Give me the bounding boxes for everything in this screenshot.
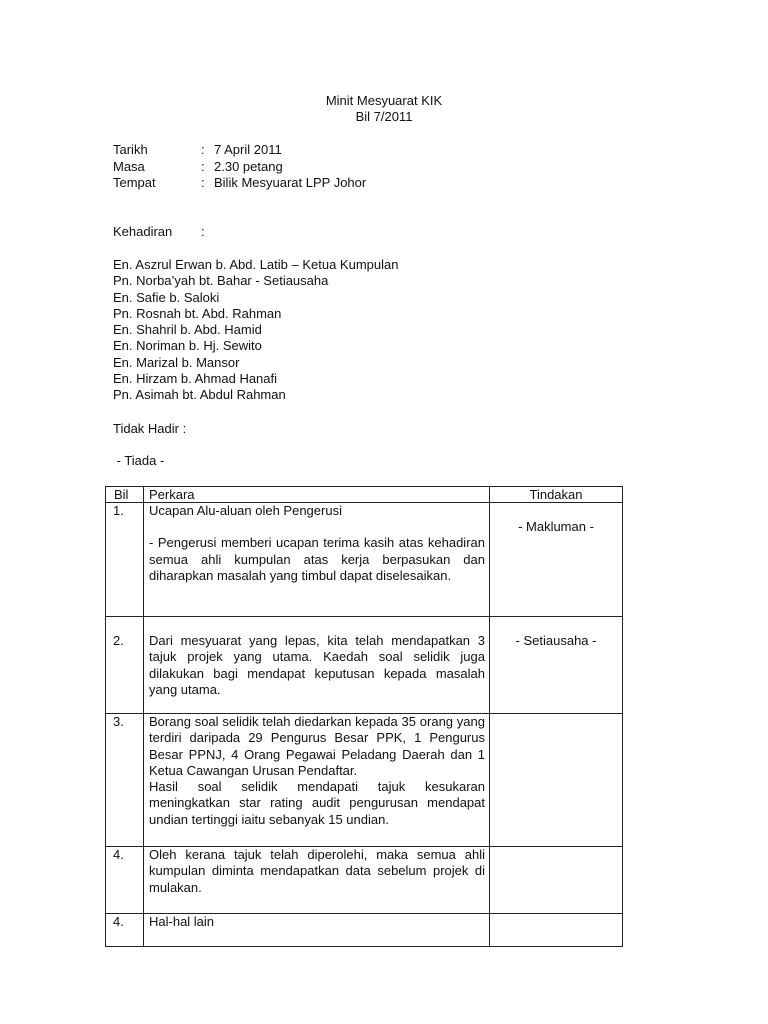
- row-text: Dari mesyuarat yang lepas, kita telah mendapatkan 3 tajuk projek yang utama. Kaedah soal selidik juga dilakukan bagi mendapat keputusan kepada masalah yang utama.: [149, 633, 485, 697]
- document-title: Minit Mesyuarat KIK: [325, 93, 443, 108]
- row-number: 4.: [106, 847, 144, 914]
- row-number: [106, 617, 144, 714]
- row-text: Borang soal selidik telah diedarkan kepada 35 orang yang terdiri daripada 29 Pengurus Besar PPK, 1 Pengurus Besar PPNJ, 4 Orang Pegawai Peladang Daerah dan 1 Ketua Cawangan Urusan Pendaftar.: [149, 714, 485, 778]
- row-number: 3.: [106, 714, 144, 847]
- row-perkara: [144, 914, 490, 947]
- attendee-item: En. Noriman b. Hj. Sewito: [113, 338, 262, 354]
- attendee-item: Pn. Norba’yah bt. Bahar - Setiausaha: [113, 273, 329, 289]
- meta-row-time: [113, 159, 366, 176]
- row-tindakan: [490, 617, 623, 714]
- attendee-item: En. Shahril b. Abd. Hamid: [113, 322, 262, 338]
- venue-colon: :: [201, 175, 205, 190]
- header-tindakan: Tindakan: [490, 487, 623, 503]
- time-label: Masa: [113, 158, 145, 174]
- row-number-text: 2.: [113, 633, 124, 648]
- attendee-item: En. Hirzam b. Ahmad Hanafi: [113, 371, 278, 387]
- row-number: 4.: [106, 914, 144, 947]
- venue-value: Bilik Mesyuarat LPP Johor: [214, 175, 367, 190]
- meta-row-date: [113, 142, 366, 159]
- row-text: - Pengerusi memberi ucapan terima kasih atas kehadiran semua ahli kumpulan atas kerja berpasukan dan diharapkan masalah yang timbul dapat diselesaikan.: [149, 535, 485, 583]
- meeting-details: [113, 142, 366, 192]
- meta-row-venue: [113, 175, 366, 192]
- time-value: 2.30 petang: [214, 158, 283, 174]
- row-text-continued: Hasil soal selidik mendapati tajuk kesukaran meningkatkan star rating audit pengurusan mendapat undian tertinggi iaitu sebanyak 15 undian.: [149, 779, 485, 827]
- row-heading: Ucapan Alu-aluan oleh Pengerusi: [149, 503, 342, 518]
- attendee-list: [113, 257, 398, 404]
- row-perkara: [144, 847, 490, 914]
- attendee-item: Pn. Asimah bt. Abdul Rahman: [113, 387, 286, 403]
- attendee-item: En. Marizal b. Mansor: [113, 354, 240, 370]
- title-block: [0, 93, 768, 125]
- attendance-colon: :: [201, 224, 205, 239]
- date-value: 7 April 2011: [214, 142, 282, 157]
- attendee-item: En. Aszrul Erwan b. Abd. Latib – Ketua Kumpulan: [113, 257, 399, 272]
- header-perkara: Perkara: [144, 487, 490, 503]
- table-row: [106, 617, 623, 714]
- date-label: Tarikh: [113, 142, 148, 157]
- date-colon: :: [201, 142, 205, 157]
- row-perkara: [144, 503, 490, 617]
- row-text: Oleh kerana tajuk telah diperolehi, maka semua ahli kumpulan diminta mendapatkan data sebelum projek di mulakan.: [149, 847, 485, 895]
- table-row: [106, 714, 623, 847]
- table-row: [106, 503, 623, 617]
- row-action: - Makluman -: [518, 519, 594, 534]
- row-tindakan: [490, 914, 623, 947]
- attendance-heading: [113, 224, 205, 240]
- attendance-label: Kehadiran: [113, 224, 173, 239]
- row-number: 1.: [106, 503, 144, 617]
- absent-value: - Tiada -: [113, 453, 165, 468]
- attendee-item: En. Safie b. Saloki: [113, 289, 220, 305]
- row-action: - Setiausaha -: [515, 633, 597, 648]
- document-subtitle: Bil 7/2011: [355, 109, 413, 124]
- time-colon: :: [201, 158, 205, 174]
- row-perkara: [144, 617, 490, 714]
- row-tindakan: [490, 714, 623, 847]
- table-row: [106, 914, 623, 947]
- attendee-item: Pn. Rosnah bt. Abd. Rahman: [113, 305, 282, 321]
- row-text: Hal-hal lain: [149, 914, 215, 929]
- row-tindakan: [490, 503, 623, 617]
- venue-label: Tempat: [113, 175, 156, 190]
- minutes-table: [105, 486, 623, 947]
- table-row: [106, 847, 623, 914]
- row-tindakan: [490, 847, 623, 914]
- absent-label: Tidak Hadir :: [113, 421, 187, 436]
- table-header-row: [106, 487, 623, 503]
- row-perkara: [144, 714, 490, 847]
- header-bil: Bil: [106, 487, 144, 503]
